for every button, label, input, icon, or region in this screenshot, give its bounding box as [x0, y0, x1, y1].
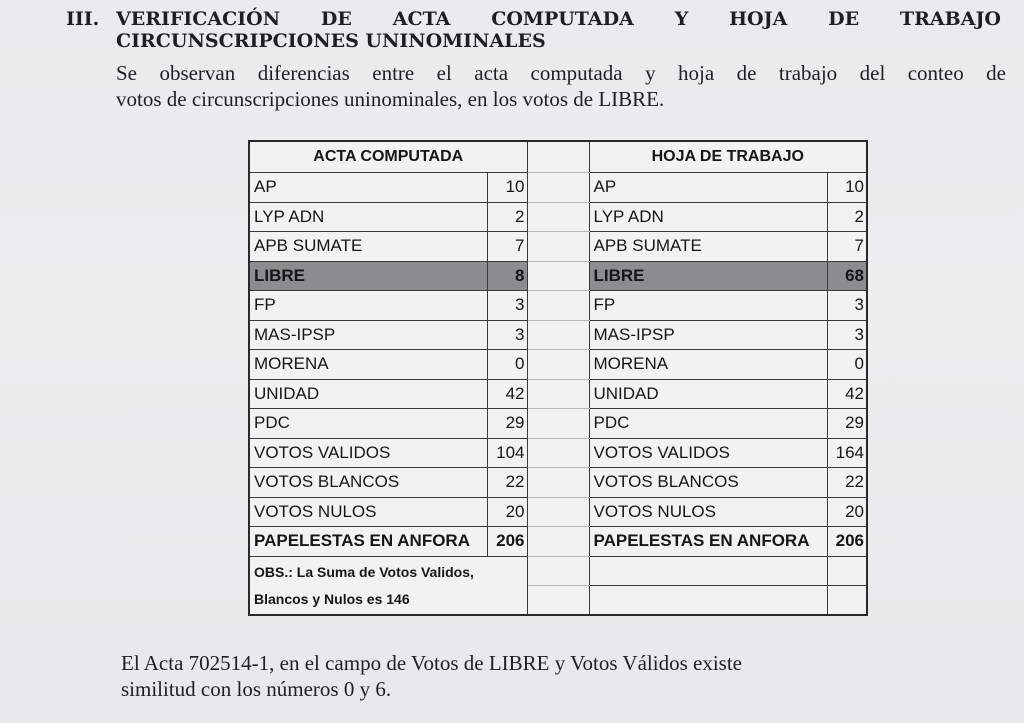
table-row — [249, 202, 867, 232]
gap-cell — [527, 468, 589, 498]
right-value: 2 — [827, 202, 867, 232]
intro-word: de — [736, 61, 757, 85]
left-label: PDC — [249, 409, 487, 439]
table-row — [249, 379, 867, 409]
title-word: COMPUTADA — [491, 8, 634, 30]
left-label: VOTOS NULOS — [249, 497, 487, 527]
right-value: 3 — [827, 291, 867, 321]
obs-line1: OBS.: La Suma de Votos Validos, — [254, 563, 474, 580]
left-value: 20 — [487, 497, 527, 527]
gap-cell — [527, 556, 589, 585]
intro-word: diferencias — [257, 61, 350, 85]
left-value: 3 — [487, 291, 527, 321]
right-label: MAS-IPSP — [589, 320, 827, 350]
table-row — [249, 438, 867, 468]
left-label: LIBRE — [249, 261, 487, 291]
table-row — [249, 468, 867, 498]
right-value: 68 — [827, 261, 867, 291]
footer-line2: similitud con los números 0 y 6. — [121, 677, 392, 701]
title-word: VERIFICACIÓN — [116, 8, 281, 30]
gap-cell — [527, 350, 589, 380]
title-word: TRABAJO — [899, 8, 1001, 30]
right-value: 206 — [827, 527, 867, 557]
gap-cell — [527, 320, 589, 350]
obs-row — [249, 556, 867, 585]
title-word: DE — [828, 8, 860, 30]
left-label: APB SUMATE — [249, 232, 487, 262]
right-label: VOTOS VALIDOS — [589, 438, 827, 468]
left-header: ACTA COMPUTADA — [249, 141, 527, 173]
intro-word: entre — [372, 61, 415, 85]
right-label: VOTOS NULOS — [589, 497, 827, 527]
right-value: 0 — [827, 350, 867, 380]
right-value: 164 — [827, 438, 867, 468]
left-value: 2 — [487, 202, 527, 232]
right-value: 42 — [827, 379, 867, 409]
left-label: UNIDAD — [249, 379, 487, 409]
right-label: LYP ADN — [589, 202, 827, 232]
comparison-table — [248, 140, 868, 616]
footer-line1: El Acta 702514-1, en el campo de Votos de LIBRE y Votos Válidos existe — [121, 651, 742, 675]
obs-note — [249, 556, 527, 615]
gap-cell — [527, 291, 589, 321]
gap-cell — [527, 261, 589, 291]
left-value: 7 — [487, 232, 527, 262]
gap-cell — [527, 585, 589, 615]
gap-cell — [527, 527, 589, 557]
gap-cell — [527, 141, 589, 173]
intro-word: computada — [530, 61, 623, 85]
left-value: 10 — [487, 173, 527, 203]
left-label: MORENA — [249, 350, 487, 380]
table-row — [249, 350, 867, 380]
right-label: LIBRE — [589, 261, 827, 291]
right-value: 22 — [827, 468, 867, 498]
table-row — [249, 232, 867, 262]
right-value: 20 — [827, 497, 867, 527]
section-number: III. — [66, 8, 100, 30]
left-value: 104 — [487, 438, 527, 468]
right-label: PDC — [589, 409, 827, 439]
intro-word: acta — [474, 61, 509, 85]
empty-cell — [589, 585, 827, 615]
left-label: FP — [249, 291, 487, 321]
right-value: 7 — [827, 232, 867, 262]
section-title-line2: CIRCUNSCRIPCIONES UNINOMINALES — [116, 30, 546, 52]
left-label: VOTOS BLANCOS — [249, 468, 487, 498]
left-label: PAPELESTAS EN ANFORA — [249, 527, 487, 557]
table-row — [249, 320, 867, 350]
intro-line1 — [116, 60, 1006, 86]
left-value: 8 — [487, 261, 527, 291]
table-header-row — [249, 141, 867, 173]
section-title-line1 — [116, 8, 1001, 30]
left-value: 0 — [487, 350, 527, 380]
gap-cell — [527, 173, 589, 203]
left-value: 3 — [487, 320, 527, 350]
left-label: VOTOS VALIDOS — [249, 438, 487, 468]
intro-word: y — [645, 61, 656, 85]
gap-cell — [527, 497, 589, 527]
title-word: Y — [674, 8, 689, 30]
gap-cell — [527, 379, 589, 409]
intro-word: el — [436, 61, 452, 85]
gap-cell — [527, 409, 589, 439]
right-value: 3 — [827, 320, 867, 350]
empty-cell — [827, 556, 867, 585]
table-row — [249, 291, 867, 321]
intro-word: hoja — [678, 61, 715, 85]
left-value: 42 — [487, 379, 527, 409]
title-word: ACTA — [392, 8, 451, 30]
table-row — [249, 409, 867, 439]
left-label: AP — [249, 173, 487, 203]
left-value: 22 — [487, 468, 527, 498]
table-row — [249, 527, 867, 557]
table-row — [249, 173, 867, 203]
title-word: HOJA — [729, 8, 788, 30]
intro-word: del — [859, 61, 886, 85]
gap-cell — [527, 438, 589, 468]
right-header: HOJA DE TRABAJO — [589, 141, 867, 173]
footer-paragraph — [121, 650, 921, 702]
obs-line2: Blancos y Nulos es 146 — [254, 590, 410, 607]
empty-cell — [827, 585, 867, 615]
right-label: FP — [589, 291, 827, 321]
gap-cell — [527, 232, 589, 262]
left-value: 29 — [487, 409, 527, 439]
intro-word: de — [986, 61, 1006, 85]
right-label: APB SUMATE — [589, 232, 827, 262]
left-value: 206 — [487, 527, 527, 557]
table-row — [249, 497, 867, 527]
gap-cell — [527, 202, 589, 232]
right-label: UNIDAD — [589, 379, 827, 409]
right-value: 10 — [827, 173, 867, 203]
left-label: LYP ADN — [249, 202, 487, 232]
right-label: PAPELESTAS EN ANFORA — [589, 527, 827, 557]
right-label: MORENA — [589, 350, 827, 380]
right-value: 29 — [827, 409, 867, 439]
left-label: MAS-IPSP — [249, 320, 487, 350]
intro-paragraph — [116, 60, 1006, 112]
intro-word: conteo — [907, 61, 964, 85]
right-label: AP — [589, 173, 827, 203]
table-row — [249, 261, 867, 291]
empty-cell — [589, 556, 827, 585]
title-word: DE — [320, 8, 352, 30]
right-label: VOTOS BLANCOS — [589, 468, 827, 498]
intro-word: observan — [159, 61, 236, 85]
intro-word: Se — [116, 61, 137, 85]
intro-line2: votos de circunscripciones uninominales, en los votos de LIBRE. — [116, 87, 665, 111]
intro-word: trabajo — [778, 61, 838, 85]
